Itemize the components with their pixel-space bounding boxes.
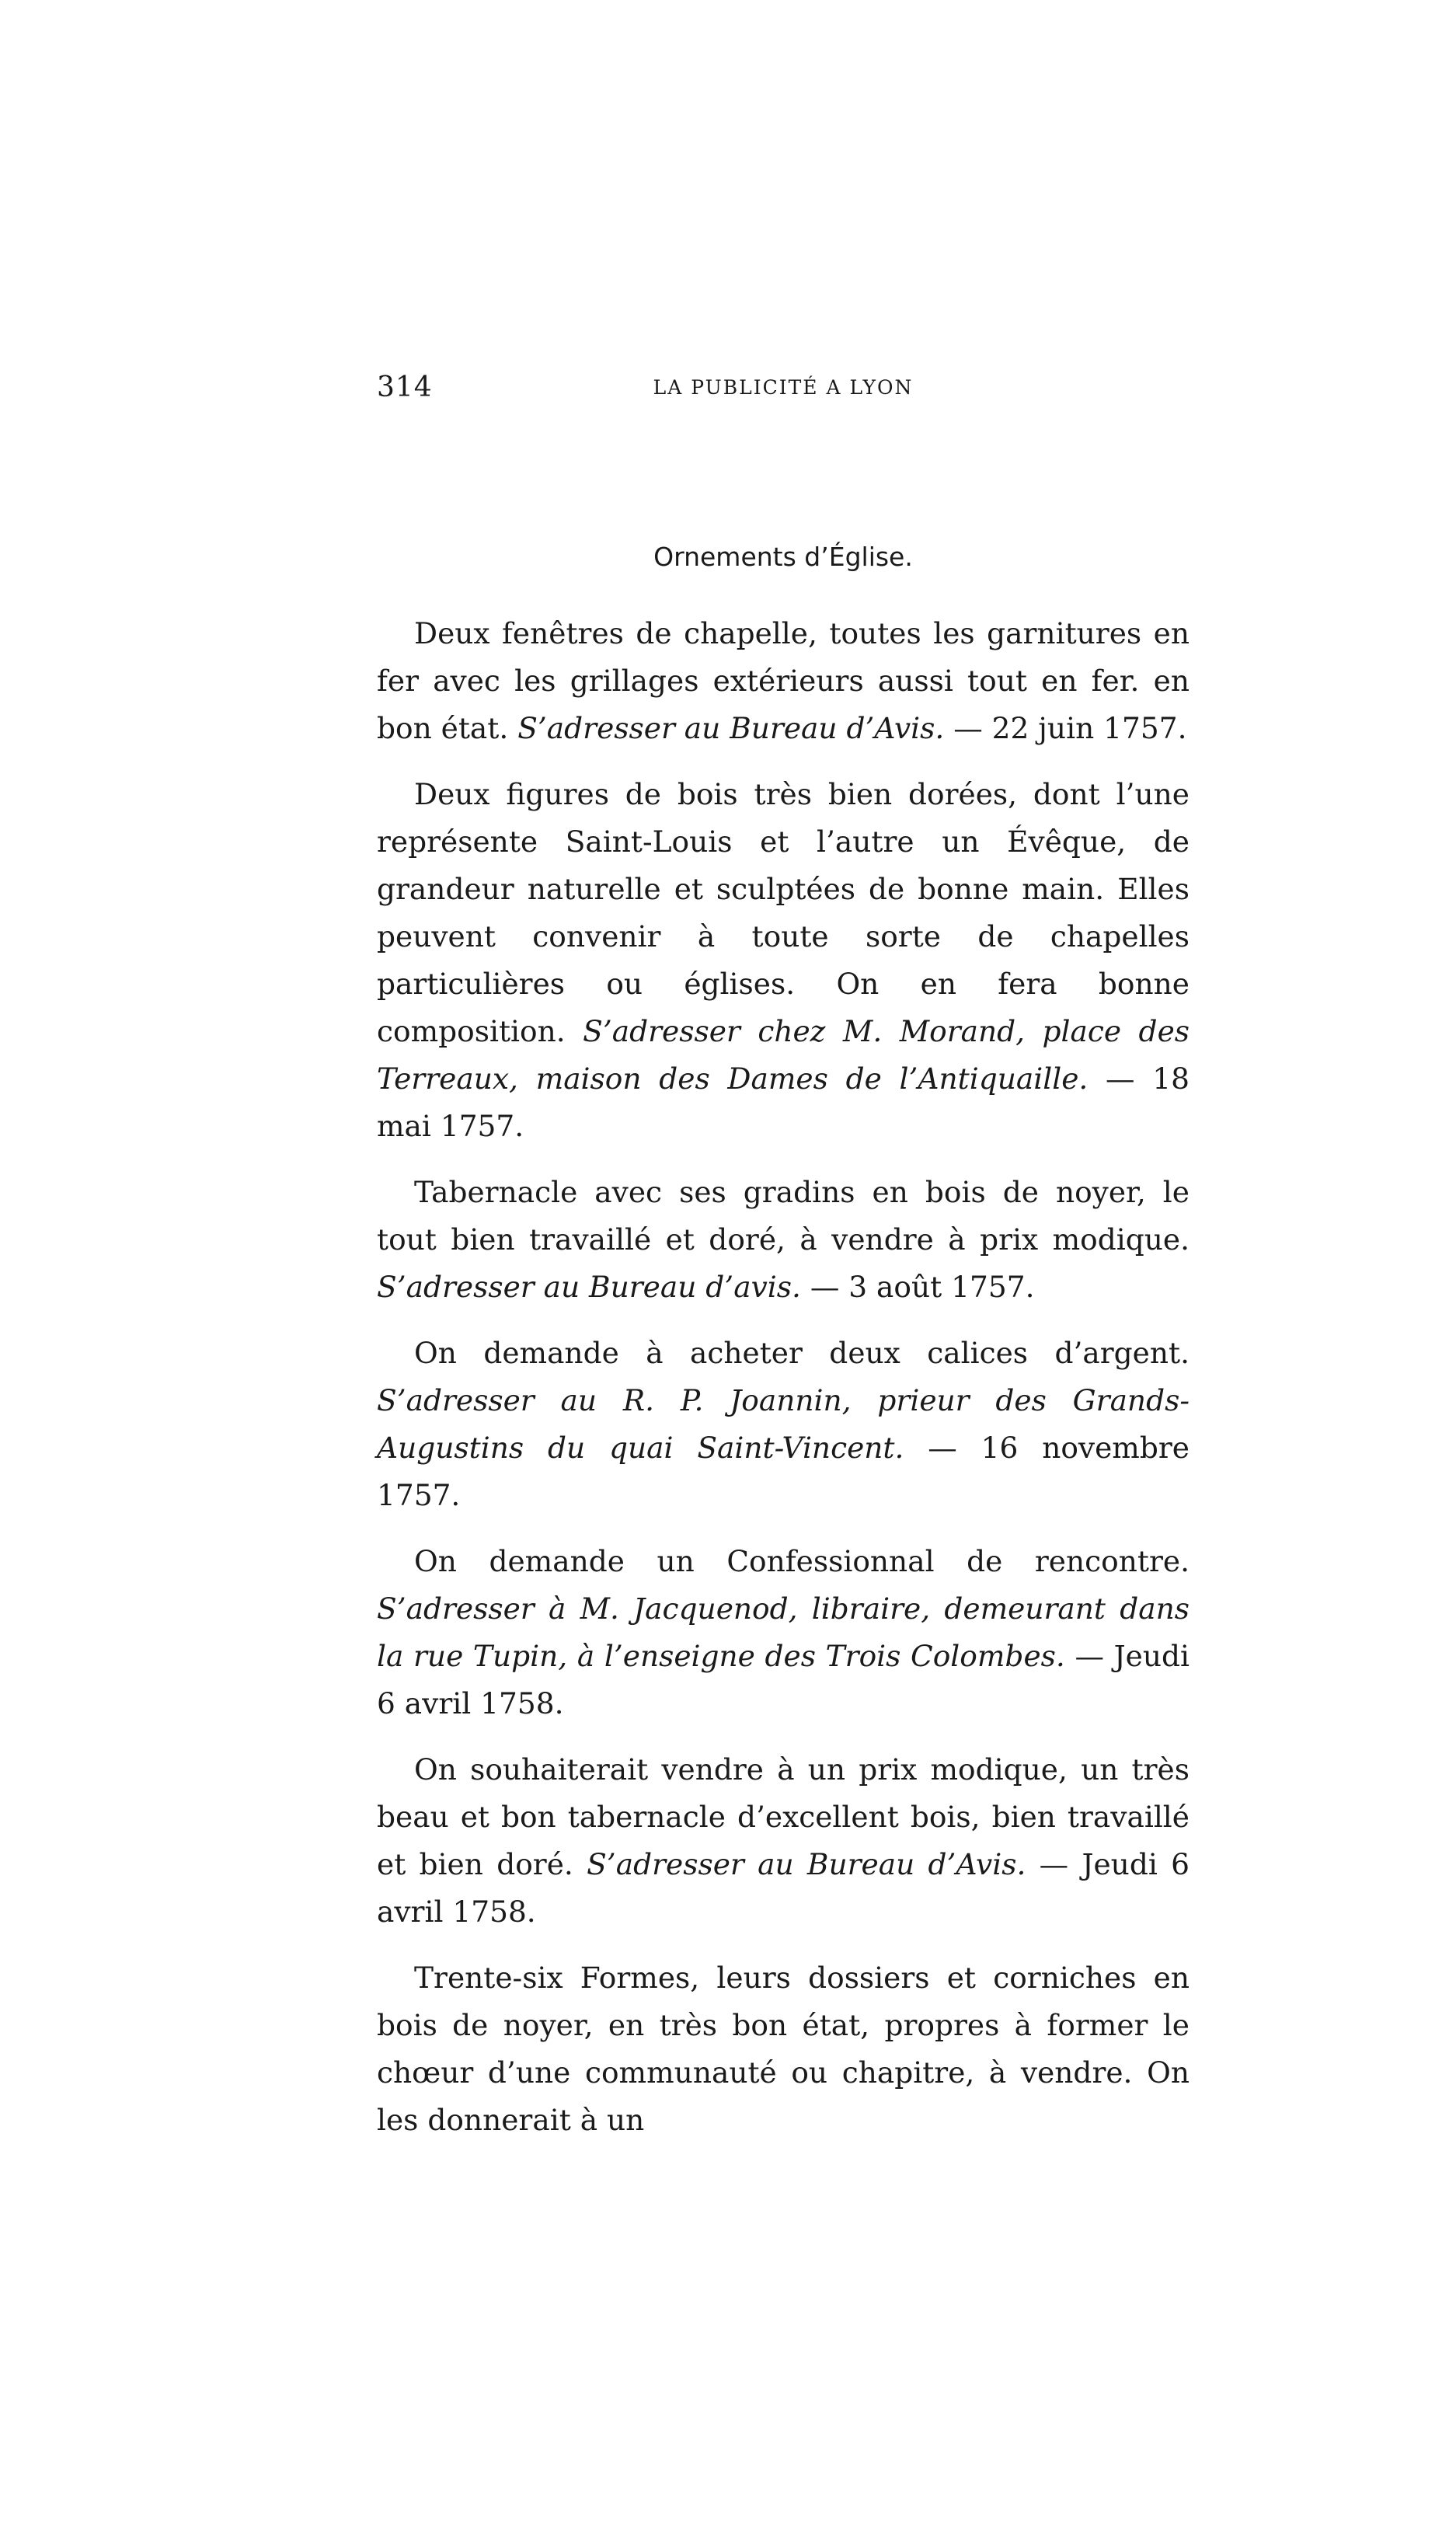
running-title: LA PUBLICITÉ A LYON: [653, 376, 914, 399]
advertisement-entry: [377, 1746, 1190, 1936]
page-number: 314: [377, 371, 433, 403]
entry-date: — 3 août 1757.: [800, 1270, 1035, 1304]
entry-text: Tabernacle avec ses gradins en bois de noyer, le tout bien travaillé et doré, à vendre à prix modique.: [377, 1175, 1190, 1257]
page-header: [377, 371, 1190, 418]
entry-text: On demande un Confessionnal de rencontre.: [414, 1544, 1190, 1578]
advertisement-list: [377, 610, 1190, 2163]
entry-text: Trente-six Formes, leurs dossiers et corniches en bois de noyer, en très bon état, propres à former le chœur d’une communauté ou chapitre, à vendre. On les donnerait à un: [377, 1961, 1190, 2137]
entry-text: Deux fenêtres de chapelle, toutes les garnitures en fer avec les grillages extérieurs aussi tout en fer. en bon état.: [377, 616, 1190, 745]
entry-address: S’adresser au Bureau d’Avis.: [587, 1847, 1026, 1881]
entry-address: S’adresser au R. P. Joannin, prieur des Grands-Augustins du quai Saint-Vincent.: [377, 1383, 1190, 1465]
entry-date: — 18 mai 1757.: [377, 1062, 1190, 1143]
section-title: Ornements d’Église.: [653, 542, 913, 573]
advertisement-entry: [377, 1954, 1190, 2144]
advertisement-entry: [377, 610, 1190, 752]
entry-date: — Jeudi 6 avril 1758.: [377, 1847, 1190, 1929]
entry-address: S’adresser à M. Jacquenod, libraire, demeurant dans la rue Tupin, à l’enseigne des Trois Colombes.: [377, 1591, 1190, 1673]
advertisement-entry: [377, 1538, 1190, 1727]
entry-text: On demande à acheter deux calices d’argent.: [414, 1336, 1190, 1370]
advertisement-entry: [377, 1330, 1190, 1519]
entry-date: — 16 novembre 1757.: [377, 1431, 1190, 1512]
entry-address: S’adresser au Bureau d’avis.: [377, 1270, 801, 1304]
entry-date: — Jeudi 6 avril 1758.: [377, 1639, 1190, 1720]
entry-address: S’adresser au Bureau d’Avis.: [517, 711, 945, 745]
advertisement-entry: [377, 1169, 1190, 1311]
advertisement-entry: [377, 771, 1190, 1150]
entry-text: On souhaiterait vendre à un prix modique, un très beau et bon tabernacle d’excellent bois, bien travaillé et bien doré.: [377, 1752, 1190, 1881]
entry-address: S’adresser chez M. Morand, place des Terreaux, maison des Dames de l’Antiquaille.: [377, 1014, 1190, 1096]
entry-text: Deux figures de bois très bien dorées, dont l’une représente Saint-Louis et l’autre un Évêque, de grandeur naturelle et sculptées de bonne main. Elles peuvent convenir à toute sorte de chapelles particulières ou églises. On en fera bonne composition.: [377, 777, 1190, 1048]
entry-date: — 22 juin 1757.: [944, 711, 1187, 745]
